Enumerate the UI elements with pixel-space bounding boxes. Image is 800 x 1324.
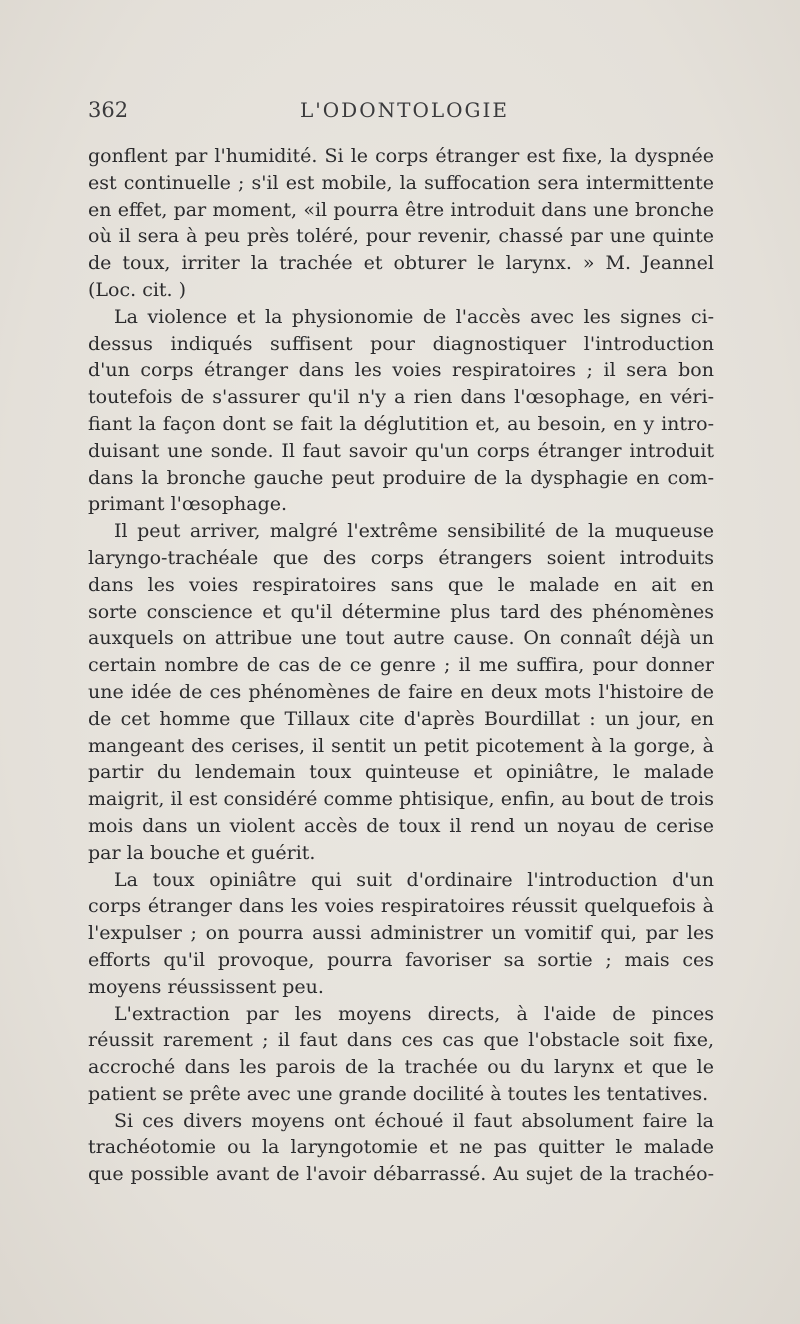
text-line: réussit rarement ; il faut dans ces cas que l'obstacle soit fixe,	[88, 1029, 714, 1052]
page-number: 362	[88, 98, 129, 122]
paragraph	[88, 304, 714, 518]
text-line: fiant la façon dont se fait la déglutition et, au besoin, en y intro-	[88, 412, 714, 435]
paragraph	[88, 143, 714, 304]
text-line: dessus indiqués suffisent pour diagnostiquer l'introduction	[88, 332, 714, 355]
paragraph	[88, 1108, 714, 1188]
text-line: en effet, par moment, «il pourra être introduit dans une bronche	[88, 198, 714, 221]
text-line: est continuelle ; s'il est mobile, la suffocation sera intermittente	[88, 171, 714, 194]
running-title: L'ODONTOLOGIE	[300, 98, 509, 122]
text-line: sorte conscience et qu'il détermine plus tard des phénomènes	[88, 600, 714, 623]
text-line: que possible avant de l'avoir débarrassé. Au sujet de la trachéo-	[88, 1163, 714, 1186]
text-line: L'extraction par les moyens directs, à l'aide de pinces	[114, 1002, 714, 1025]
text-line: La violence et la physionomie de l'accès avec les signes ci-	[114, 305, 714, 328]
text-line: où il sera à peu près toléré, pour revenir, chassé par une quinte	[88, 225, 714, 248]
text-line: patient se prête avec une grande docilité à toutes les tentatives.	[88, 1082, 709, 1105]
text-line: de cet homme que Tillaux cite d'après Bourdillat : un jour, en	[88, 707, 714, 730]
text-line: primant l'œsophage.	[88, 493, 288, 516]
text-line: trachéotomie ou la laryngotomie et ne pas quitter le malade	[88, 1136, 714, 1159]
text-line: La toux opiniâtre qui suit d'ordinaire l'introduction d'un	[114, 868, 714, 891]
text-line: Il peut arriver, malgré l'extrême sensibilité de la muqueuse	[114, 520, 714, 543]
text-line: de toux, irriter la trachée et obturer le larynx. » M. Jeannel	[88, 252, 714, 275]
paragraph	[88, 1001, 714, 1108]
page-header	[88, 98, 713, 132]
text-line: l'expulser ; on pourra aussi administrer un vomitif qui, par les	[88, 922, 714, 945]
text-line: laryngo-trachéale que des corps étrangers soient introduits	[88, 546, 714, 569]
text-line: efforts qu'il provoque, pourra favoriser sa sortie ; mais ces	[88, 948, 714, 971]
paragraph	[88, 867, 714, 1001]
text-line: duisant une sonde. Il faut savoir qu'un corps étranger introduit	[88, 439, 714, 462]
text-line: certain nombre de cas de ce genre ; il me suffira, pour donner	[88, 654, 714, 677]
text-line: maigrit, il est considéré comme phtisique, enfin, au bout de trois	[88, 788, 714, 811]
text-line: une idée de ces phénomènes de faire en deux mots l'histoire de	[88, 680, 714, 703]
text-line: toutefois de s'assurer qu'il n'y a rien dans l'œsophage, en véri-	[88, 386, 714, 409]
paragraph	[88, 518, 714, 866]
text-line: moyens réussissent peu.	[88, 975, 324, 998]
text-line: accroché dans les parois de la trachée ou du larynx et que le	[88, 1056, 714, 1079]
text-line: dans les voies respiratoires sans que le malade en ait en	[88, 573, 714, 596]
text-line: mangeant des cerises, il sentit un petit picotement à la gorge, à	[88, 734, 714, 757]
text-line: d'un corps étranger dans les voies respiratoires ; il sera bon	[88, 359, 714, 382]
text-line: dans la bronche gauche peut produire de la dysphagie en com-	[88, 466, 714, 489]
text-line: par la bouche et guérit.	[88, 841, 316, 864]
text-line: gonflent par l'humidité. Si le corps étranger est fixe, la dyspnée	[88, 145, 714, 167]
body-text	[88, 143, 714, 1188]
text-line: partir du lendemain toux quinteuse et opiniâtre, le malade	[88, 761, 714, 784]
text-line: auxquels on attribue une tout autre cause. On connaît déjà un	[88, 627, 714, 650]
text-line: Si ces divers moyens ont échoué il faut absolument faire la	[114, 1109, 714, 1132]
text-line: (Loc. cit. )	[88, 278, 187, 301]
text-line: mois dans un violent accès de toux il rend un noyau de cerise	[88, 814, 714, 837]
text-line: corps étranger dans les voies respiratoires réussit quelquefois à	[88, 895, 714, 918]
